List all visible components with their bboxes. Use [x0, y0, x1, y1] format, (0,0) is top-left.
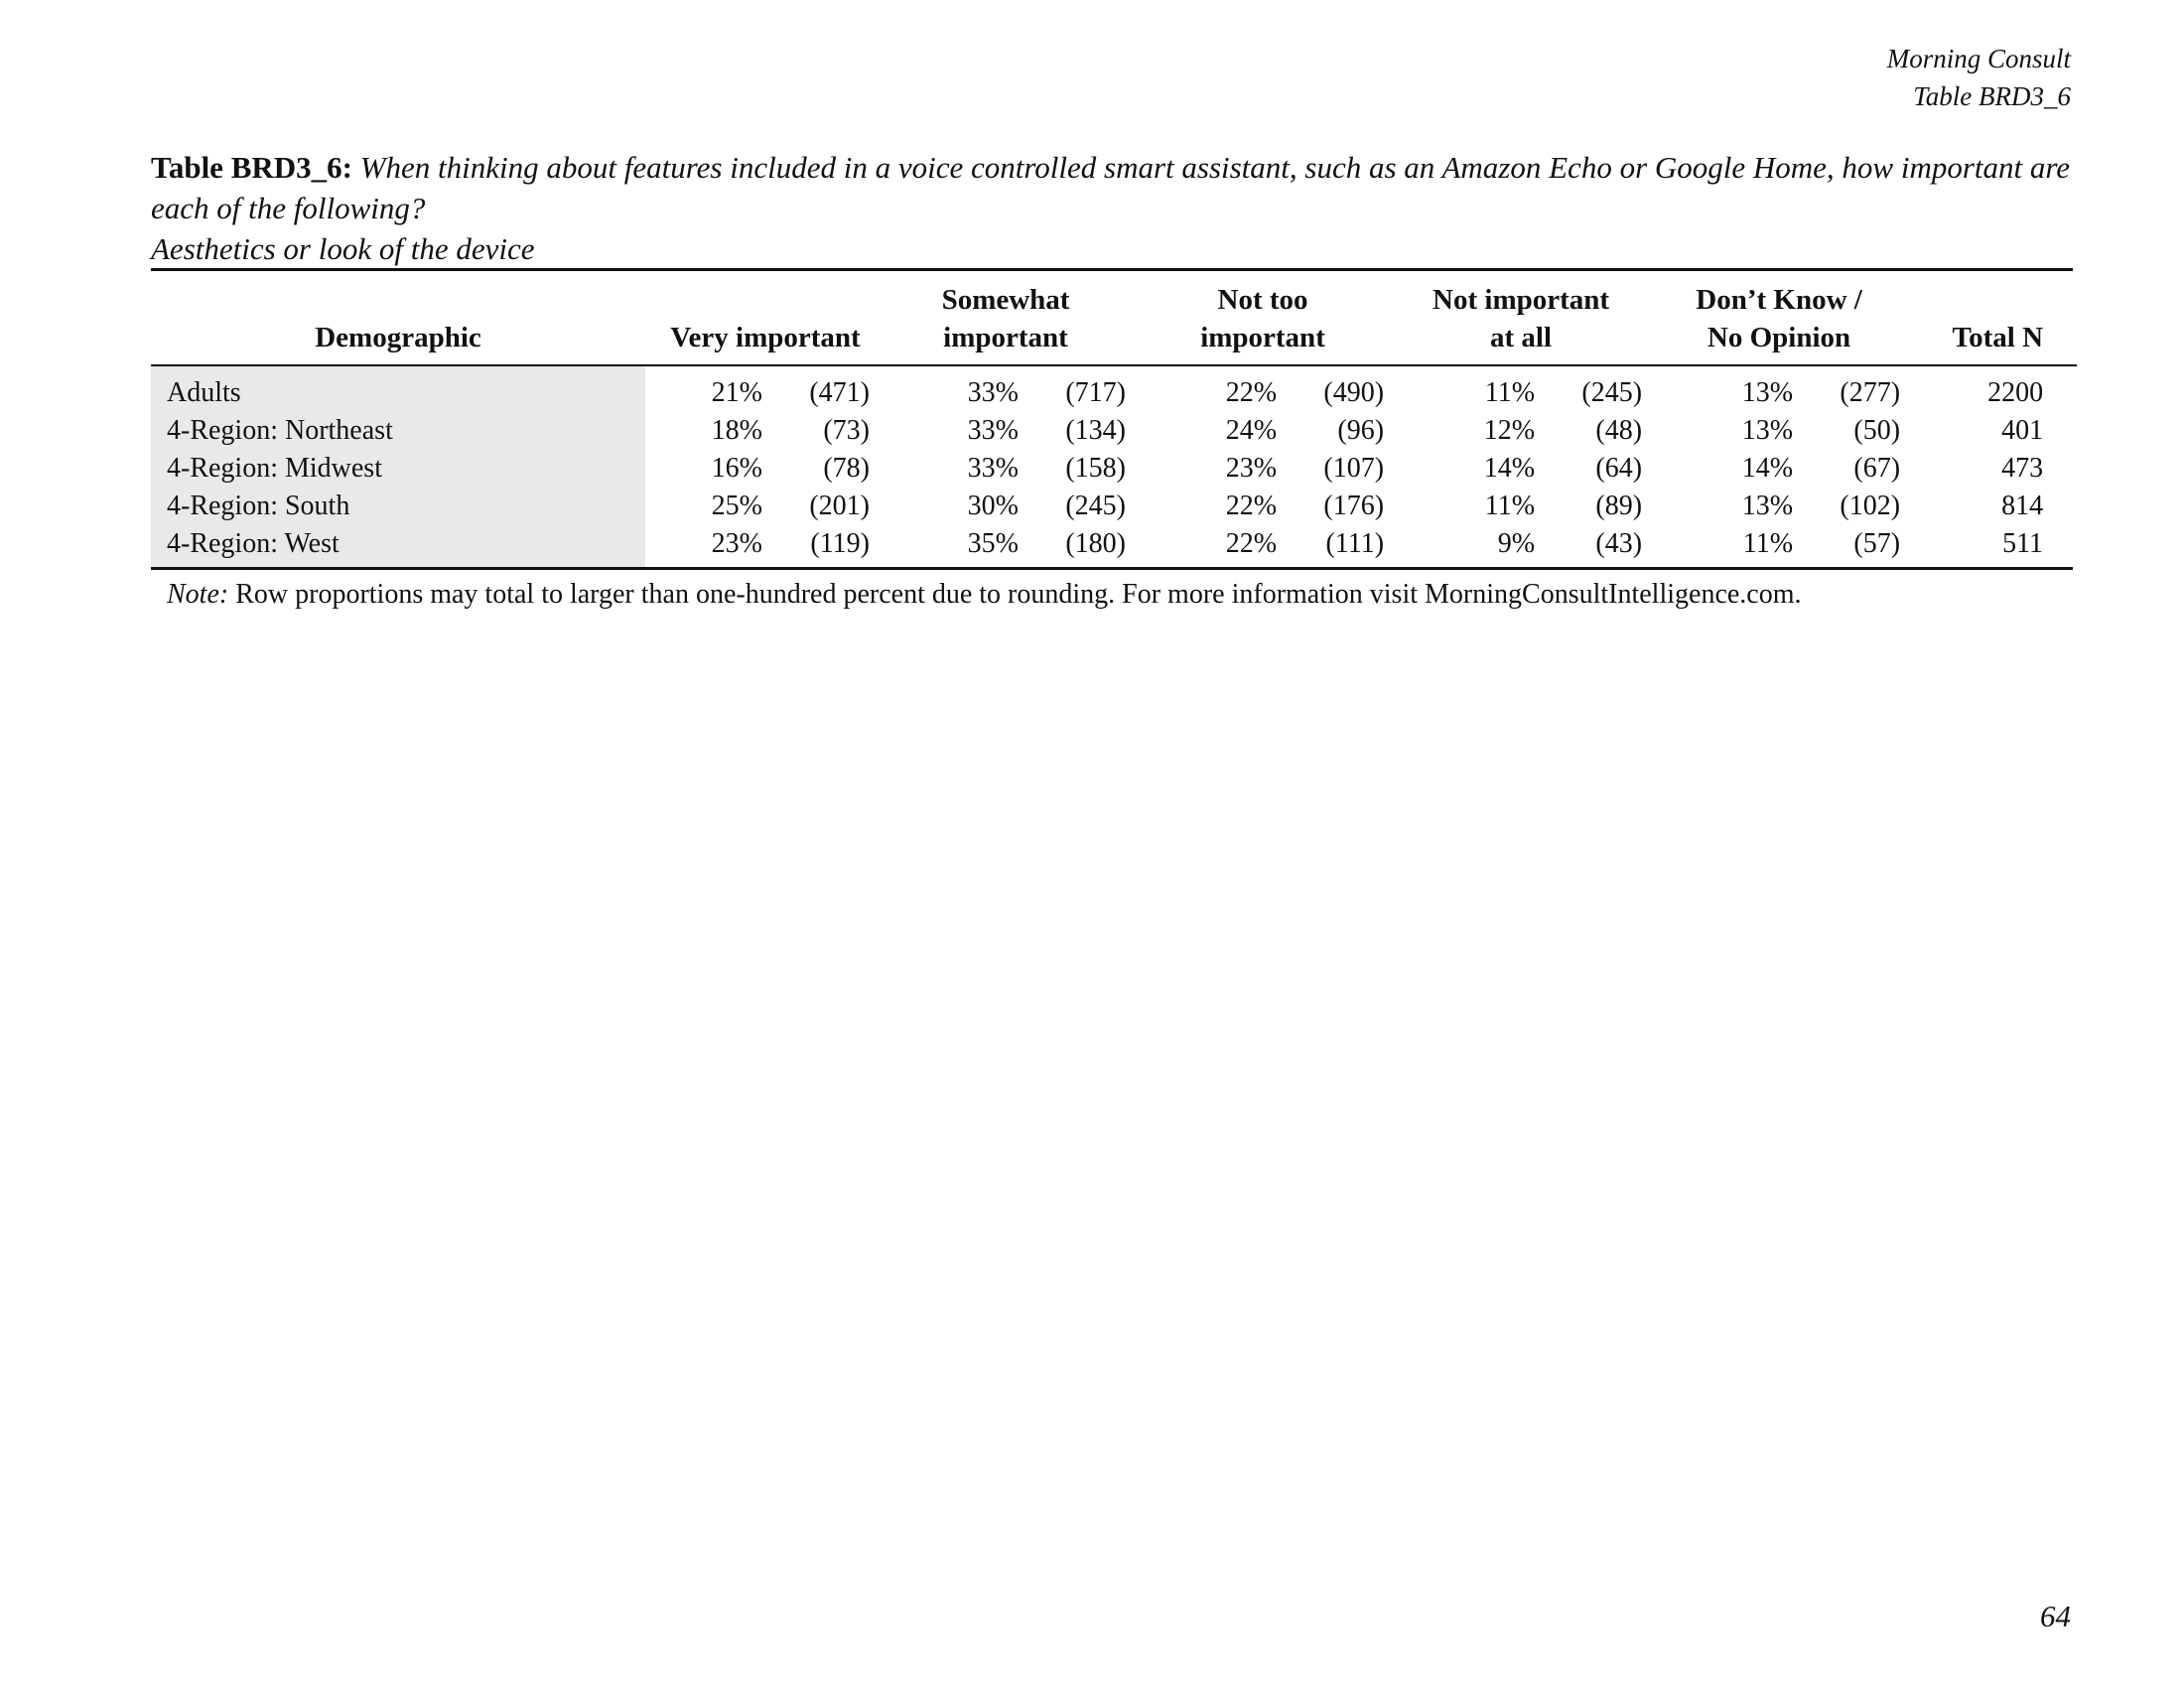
cell-total: 814 [2001, 491, 2044, 521]
cell-pct: 9% [1497, 528, 1536, 559]
table-row [151, 412, 2077, 450]
cell-total: 473 [2001, 453, 2044, 484]
cell-pct: 14% [1483, 453, 1536, 484]
cell-pct: 18% [711, 415, 762, 446]
cell-count: (119) [810, 528, 870, 559]
header-row [151, 271, 2077, 365]
cell-count: (67) [1853, 453, 1901, 484]
crosstab-table-container [151, 268, 2073, 614]
cell-count: (111) [1325, 528, 1385, 559]
col-header-not-important-at-all: Not important at all [1433, 284, 1610, 353]
table-note [151, 570, 2073, 614]
header-org: Morning Consult [1886, 44, 2071, 73]
cell-pct: 35% [967, 528, 1019, 559]
title-label: Table BRD3_6: [151, 150, 352, 185]
cell-pct: 11% [1484, 491, 1536, 521]
cell-pct: 23% [1225, 453, 1278, 484]
page-header [1887, 40, 2071, 115]
cell-pct: 24% [1225, 415, 1278, 446]
table-row [151, 488, 2077, 525]
cell-count: (717) [1065, 377, 1127, 408]
cell-pct: 22% [1225, 528, 1278, 559]
cell-pct: 16% [711, 453, 762, 484]
table-row [151, 366, 2077, 412]
note-text: Row proportions may total to larger than one-hundred percent due to rounding. For more information visit MorningConsultIntelligence.com. [235, 579, 1802, 610]
col-header-demographic: Demographic [315, 322, 481, 353]
cell-pct: 12% [1483, 415, 1536, 446]
cell-pct: 13% [1741, 377, 1794, 408]
cell-total: 511 [2002, 528, 2044, 559]
cell-pct: 30% [967, 491, 1019, 521]
cell-count: (490) [1323, 377, 1385, 408]
cell-pct: 33% [967, 453, 1019, 484]
cell-count: (57) [1853, 528, 1901, 559]
cell-pct: 22% [1225, 491, 1278, 521]
title-subtitle: Aesthetics or look of the device [151, 231, 535, 266]
cell-count: (50) [1853, 415, 1901, 446]
cell-count: (48) [1595, 415, 1643, 446]
cell-count: (176) [1323, 491, 1385, 521]
cell-total: 2200 [1987, 377, 2044, 408]
cell-total: 401 [2001, 415, 2044, 446]
cell-count: (245) [1581, 377, 1643, 408]
cell-pct: 22% [1225, 377, 1278, 408]
cell-count: (64) [1595, 453, 1643, 484]
cell-pct: 23% [711, 528, 762, 559]
table-row [151, 450, 2077, 488]
table-title [151, 147, 2073, 269]
cell-count: (471) [809, 377, 870, 408]
cell-pct: 13% [1741, 415, 1794, 446]
crosstab-table [151, 271, 2077, 567]
table-body [151, 366, 2077, 567]
row-label: 4-Region: Northeast [151, 412, 645, 450]
cell-pct: 21% [711, 377, 762, 408]
col-header-dont-know: Don’t Know / No Opinion [1696, 284, 1862, 353]
cell-count: (107) [1323, 453, 1385, 484]
table-row [151, 525, 2077, 567]
cell-pct: 25% [711, 491, 762, 521]
cell-count: (245) [1065, 491, 1127, 521]
cell-pct: 11% [1484, 377, 1536, 408]
cell-count: (158) [1065, 453, 1127, 484]
cell-count: (134) [1065, 415, 1127, 446]
cell-pct: 14% [1741, 453, 1794, 484]
cell-count: (43) [1595, 528, 1643, 559]
cell-count: (73) [823, 415, 870, 446]
cell-count: (277) [1840, 377, 1901, 408]
row-label: 4-Region: South [151, 488, 645, 525]
page-number: 64 [2040, 1599, 2071, 1633]
row-label: Adults [151, 366, 645, 412]
cell-count: (180) [1065, 528, 1127, 559]
col-header-very-important: Very important [670, 322, 861, 353]
cell-pct: 11% [1742, 528, 1794, 559]
cell-pct: 33% [967, 415, 1019, 446]
cell-count: (89) [1595, 491, 1643, 521]
cell-count: (78) [823, 453, 870, 484]
col-header-total-n: Total N [1952, 322, 2044, 353]
col-header-not-too-important: Not too important [1200, 284, 1325, 353]
row-label: 4-Region: Midwest [151, 450, 645, 488]
row-label: 4-Region: West [151, 525, 645, 567]
cell-pct: 13% [1741, 491, 1794, 521]
cell-count: (102) [1840, 491, 1901, 521]
cell-pct: 33% [967, 377, 1019, 408]
header-table-id: Table BRD3_6 [1913, 81, 2071, 111]
title-question: When thinking about features included in a voice controlled smart assistant, such as an Amazon Echo or Google Home, how important are each of the following? [151, 150, 2071, 225]
cell-count: (201) [809, 491, 870, 521]
col-header-somewhat-important: Somewhat important [941, 284, 1070, 353]
cell-count: (96) [1337, 415, 1385, 446]
note-label: Note: [167, 579, 229, 610]
